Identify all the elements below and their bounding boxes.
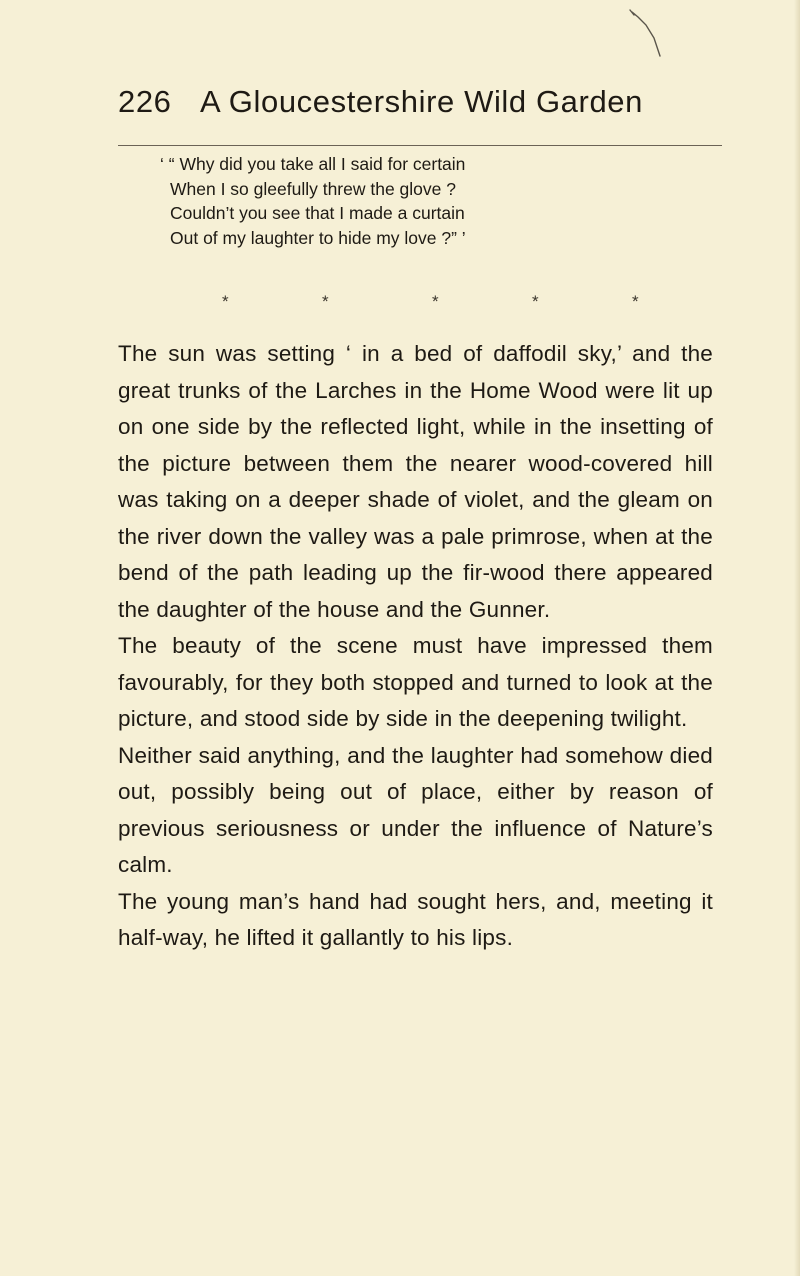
verse-line: Out of my laughter to hide my love ?” ’ [170, 227, 466, 248]
running-header [118, 84, 722, 144]
asterisk: * [322, 292, 329, 311]
paragraph: The beauty of the scene must have impressed them favourably, for they both stopped and turned to look at the picture, and stood side by side in the deepening twilight. [118, 633, 713, 731]
body-text [118, 336, 713, 957]
page-edge-shadow [794, 0, 800, 1276]
page-number: 226 [118, 84, 172, 119]
paragraph: The sun was setting ‘ in a bed of daffodil sky,’ and the great trunks of the Larches in the Home Wood were lit up on one side by the reflected light, while in the insetting of the picture between them the nearer wood-covered hill was taking on a deeper shade of violet, and the gleam on the river down the valley was a pale primrose, when at the bend of the path leading up the fir-wood there appeared the daughter of the house and the Gunner. [118, 341, 713, 622]
verse-block [160, 152, 680, 250]
running-title: A Gloucestershire Wild Garden [200, 84, 643, 119]
verse-line: When I so gleefully threw the glove ? [170, 178, 456, 199]
header-rule [118, 145, 722, 146]
verse-line: ‘ “ Why did you take all I said for certain [160, 154, 466, 174]
pencil-mark [628, 8, 668, 60]
paragraph: Neither said anything, and the laughter had somehow died out, possibly being out of place, either by reason of previous seriousness or under the influence of Nature’s calm. [118, 742, 713, 877]
paragraph: The young man’s hand had sought hers, and, meeting it half-way, he lifted it gallantly to his lips. [118, 888, 713, 950]
asterisk: * [222, 292, 229, 311]
asterisk: * [532, 292, 539, 311]
asterisk: * [432, 292, 439, 311]
asterisk: * [632, 292, 639, 311]
verse-line: Couldn’t you see that I made a curtain [170, 203, 465, 223]
section-separator [222, 292, 652, 312]
